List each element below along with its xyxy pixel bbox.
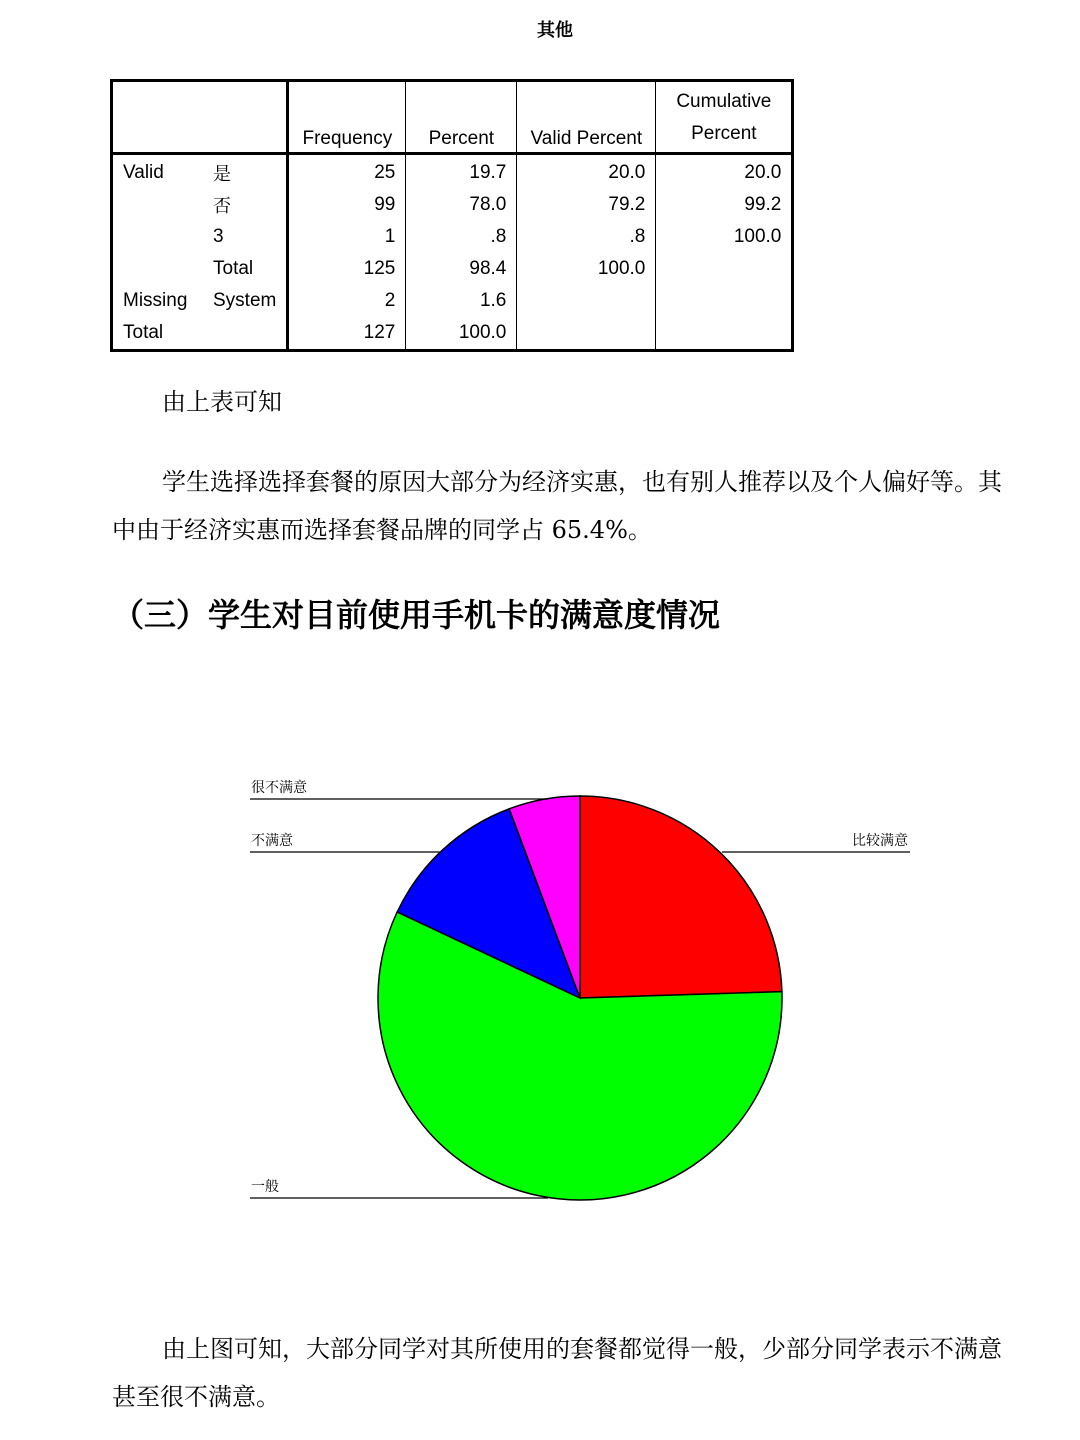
cell-percent: 98.4 xyxy=(406,253,517,285)
cell-valid-percent: 100.0 xyxy=(517,253,656,285)
row-label: 3 xyxy=(203,221,288,253)
pie-slice-label: 比较满意 xyxy=(852,833,908,849)
pie-slice-label: 一般 xyxy=(251,1179,279,1195)
cell-frequency: 25 xyxy=(288,154,406,190)
cell-percent: 1.6 xyxy=(406,285,517,317)
cell-cumulative: 20.0 xyxy=(656,154,793,190)
row-label: 否 xyxy=(203,189,288,221)
pie-slice-label: 很不满意 xyxy=(251,780,307,796)
paragraph-table-summary: 学生选择选择套餐的原因大部分为经济实惠，也有别人推荐以及个人偏好等。其中由于经济实惠而选择套餐品牌的同学占 65.4%。 xyxy=(112,468,1002,544)
row-group: Missing xyxy=(123,290,188,311)
paragraph-chart-summary: 由上图可知，大部分同学对其所使用的套餐都觉得一般，少部分同学表示不满意甚至很不满意。 xyxy=(112,1335,1002,1411)
cell-cumulative: 99.2 xyxy=(656,189,793,221)
cell-frequency: 2 xyxy=(288,285,406,317)
cell-valid-percent: .8 xyxy=(517,221,656,253)
row-group: Valid xyxy=(123,162,164,183)
cell-percent: .8 xyxy=(406,221,517,253)
row-label: Total xyxy=(203,253,288,285)
table-title: 其他 xyxy=(537,20,573,41)
cell-frequency: 1 xyxy=(288,221,406,253)
cell-percent: 100.0 xyxy=(406,317,517,351)
header-valid-percent: Valid Percent xyxy=(517,81,656,154)
header-percent: Percent xyxy=(406,81,517,154)
pie-slice-0 xyxy=(580,796,782,998)
cell-percent: 19.7 xyxy=(406,154,517,190)
row-label: System xyxy=(203,285,288,317)
cell-frequency: 125 xyxy=(288,253,406,285)
row-label: 是 xyxy=(203,154,288,190)
section-heading: （三）学生对目前使用手机卡的满意度情况 xyxy=(112,596,721,634)
pie-slice-label: 不满意 xyxy=(251,833,293,849)
cell-frequency: 127 xyxy=(288,317,406,351)
cell-percent: 78.0 xyxy=(406,189,517,221)
header-cumulative-percent: Cumulative Percent xyxy=(656,81,793,154)
cell-cumulative: 100.0 xyxy=(656,221,793,253)
row-group: Total xyxy=(123,322,164,343)
cell-valid-percent: 20.0 xyxy=(517,154,656,190)
cell-frequency: 99 xyxy=(288,189,406,221)
paragraph-table-intro: 由上表可知 xyxy=(162,388,282,416)
header-frequency: Frequency xyxy=(288,81,406,154)
cell-valid-percent: 79.2 xyxy=(517,189,656,221)
